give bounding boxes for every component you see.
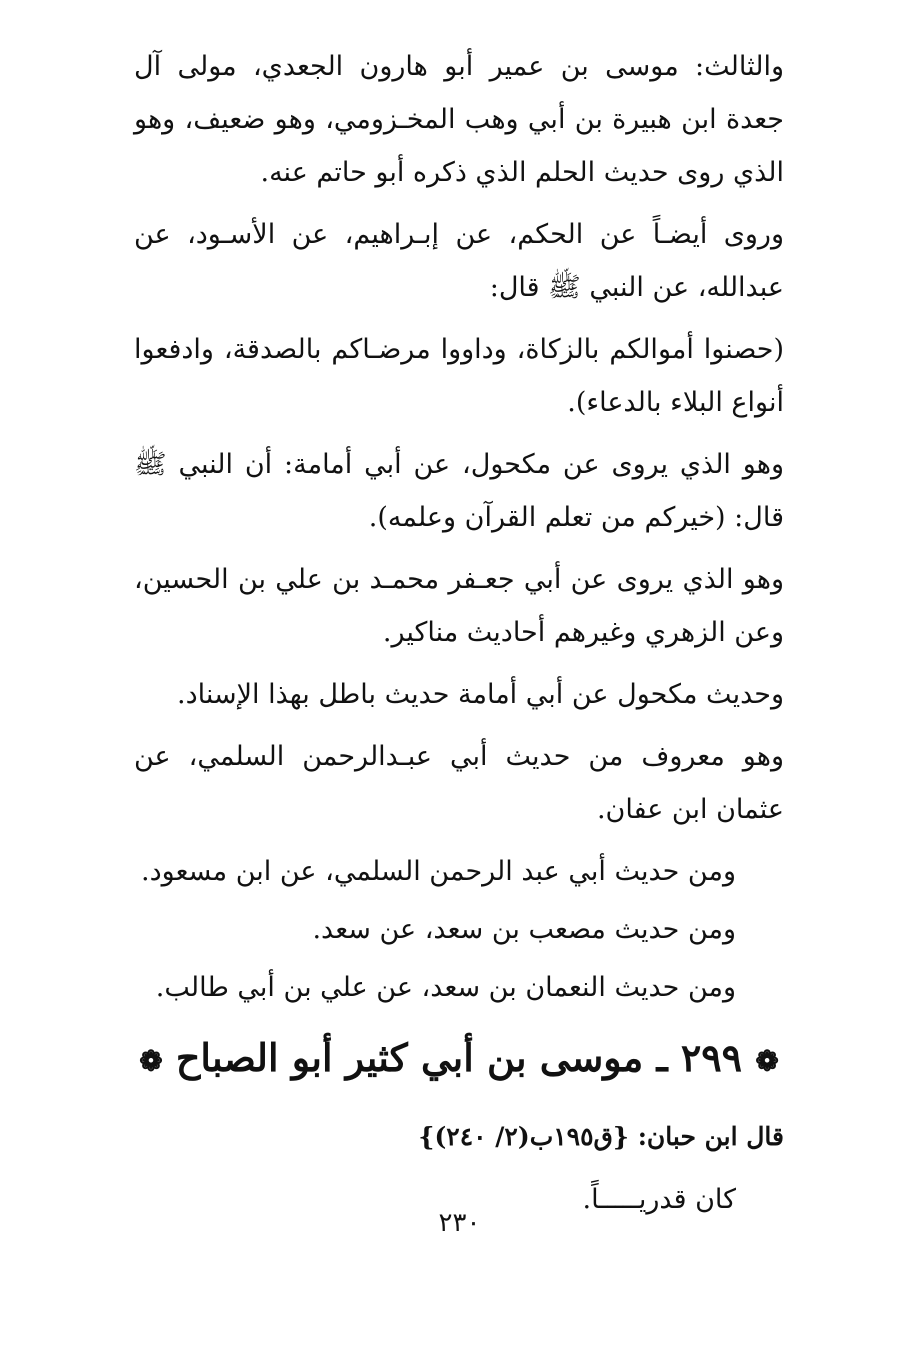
source-reference: قال ابن حبان: {ق١٩٥ب(٢/ ٢٤٠)} — [418, 1121, 784, 1151]
paragraph-ibn-masud: ومن حديث أبي عبد الرحمن السلمي، عن ابن مسعود. — [141, 856, 736, 887]
entry-heading — [134, 1028, 784, 1092]
paragraph-narrator-third: والثالث: موسى بن عمير أبو هارون الجعدي، مولى آل جعدة ابن هبيرة بن أبي وهب المخـزومي، وهو ضعيف، وهو الذي روى حديث الحلم الذي ذكره أبو حاتم عنه. — [134, 51, 784, 188]
ornament-open-icon: ❁ — [755, 1044, 779, 1078]
entry-heading-text: ٢٩٩ ـ موسى بن أبي كثير أبو الصباح — [175, 1035, 743, 1080]
page-number: ٢٣٠ — [438, 1208, 481, 1238]
paragraph-numan: ومن حديث النعمان بن سعد، عن علي بن أبي طالب. — [155, 972, 736, 1003]
paragraph-musab: ومن حديث مصعب بن سعد، عن سعد. — [312, 914, 736, 945]
paragraph-marouf: وهو معروف من حديث أبي عبـدالرحمن السلمي، عن عثمان ابن عفان. — [134, 741, 784, 825]
paragraph-makhul-chain: وهو الذي يروى عن مكحول، عن أبي أمامة: أن النبي ﷺ قال: (خيركم من تعلم القرآن وعلمه). — [134, 449, 784, 533]
paragraph-hadith-zakat: (حصنوا أموالكم بالزكاة، وداووا مرضـاكم بالصدقة، وادفعوا أنواع البلاء بالدعاء). — [134, 334, 784, 418]
page-body — [134, 40, 784, 1235]
paragraph-qadari: كان قدريـــــاً. — [582, 1183, 736, 1215]
paragraph-abu-jafar: وهو الذي يروى عن أبي جعـفر محمـد بن علي بن الحسين، وعن الزهري وغيرهم أحاديث مناكير. — [134, 564, 784, 648]
paragraph-hakam-chain: وروى أيضـاً عن الحكم، عن إبـراهيم، عن الأسـود، عن عبدالله، عن النبي ﷺ قال: — [134, 219, 784, 303]
ornament-close-icon: ❁ — [139, 1044, 163, 1078]
paragraph-batil: وحديث مكحول عن أبي أمامة حديث باطل بهذا الإسناد. — [177, 679, 784, 710]
